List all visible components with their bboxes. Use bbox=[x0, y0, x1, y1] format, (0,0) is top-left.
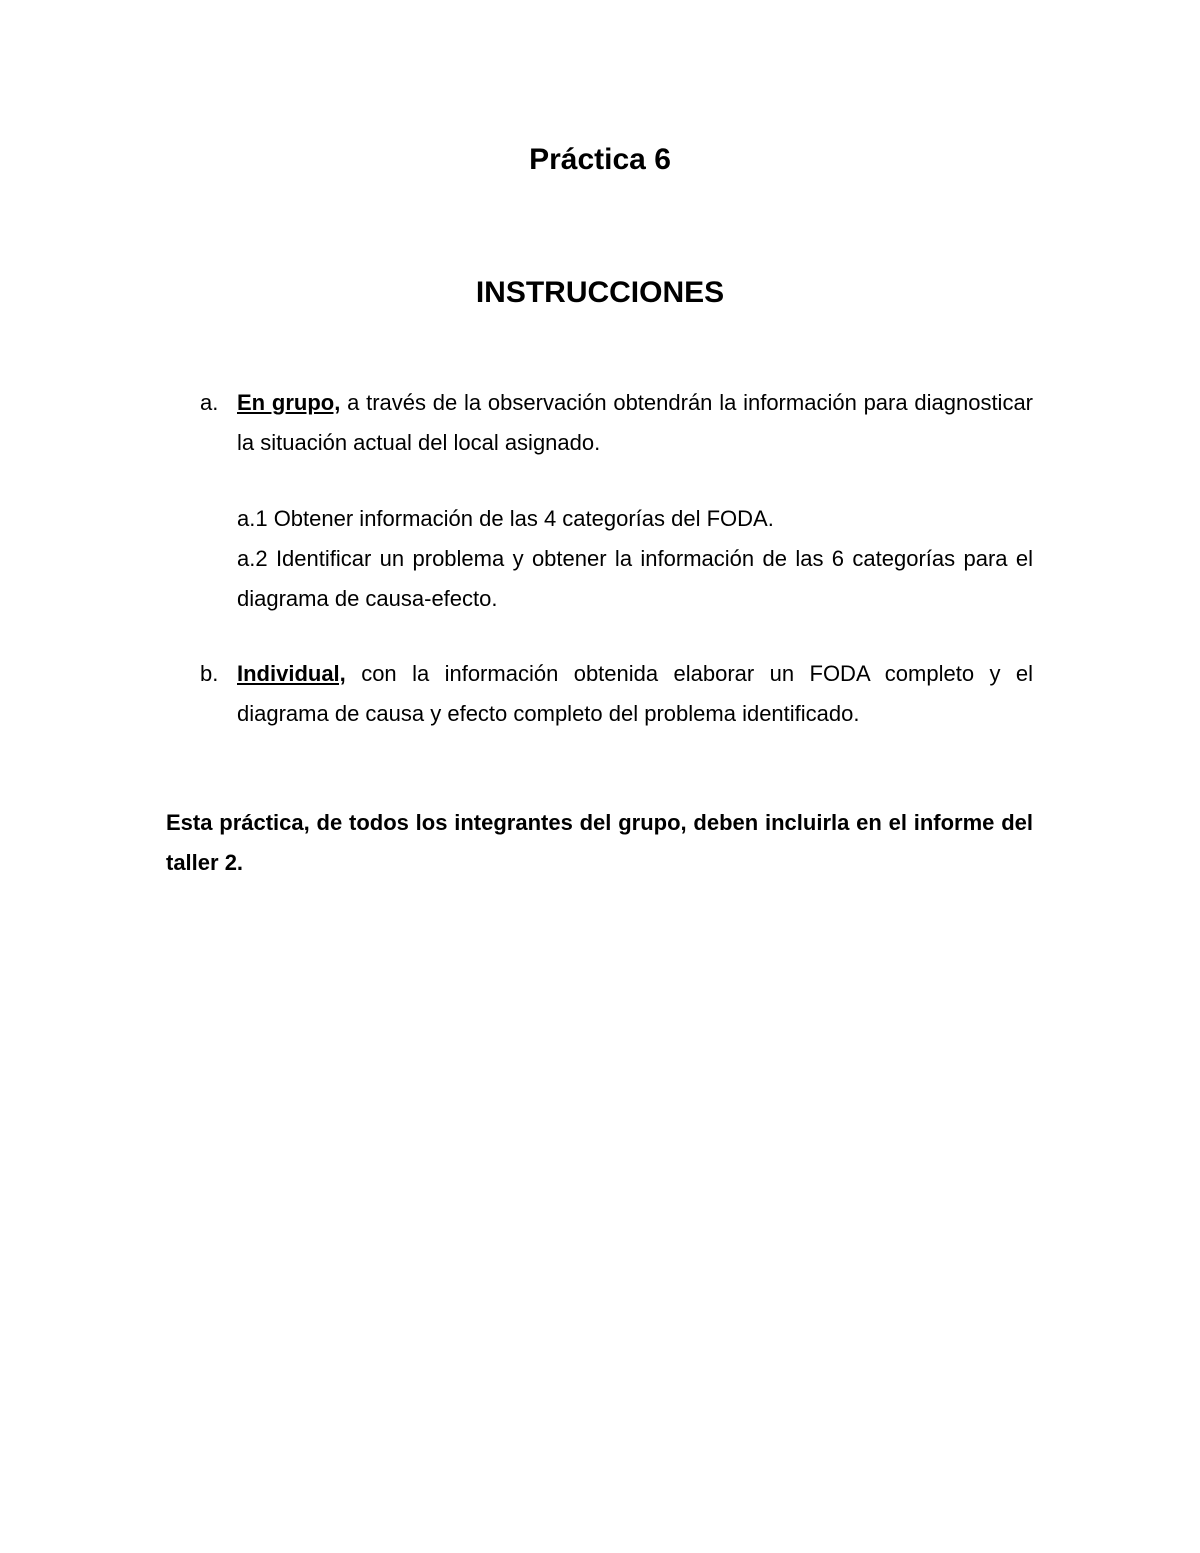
item-body: con la información obtenida elaborar un FODA completo y el diagrama de causa y efecto completo del problema identificado. bbox=[237, 661, 1033, 726]
item-body: a través de la observación obtendrán la información para diagnosticar la situación actual del local asignado. bbox=[237, 390, 1034, 455]
item-lead: En grupo, bbox=[237, 390, 341, 415]
closing-note: Esta práctica, de todos los integrantes del grupo, deben incluirla en el informe del taller 2. bbox=[166, 810, 1033, 875]
item-text bbox=[237, 654, 1033, 734]
item-marker: b. bbox=[200, 661, 219, 686]
instruction-item-a bbox=[200, 383, 1033, 463]
page-title: Práctica 6 bbox=[529, 143, 671, 176]
item-text bbox=[237, 383, 1033, 463]
section-heading: INSTRUCCIONES bbox=[475, 276, 725, 309]
item-marker: a. bbox=[200, 390, 219, 415]
item-lead: Individual, bbox=[237, 661, 346, 686]
instruction-item-b bbox=[200, 654, 1033, 734]
subitem-a1: a.1 Obtener información de las 4 categorías del FODA. bbox=[237, 506, 774, 531]
subitem-a2: a.2 Identificar un problema y obtener la información de las 6 categorías para el diagrama de causa-efecto. bbox=[237, 546, 1033, 611]
